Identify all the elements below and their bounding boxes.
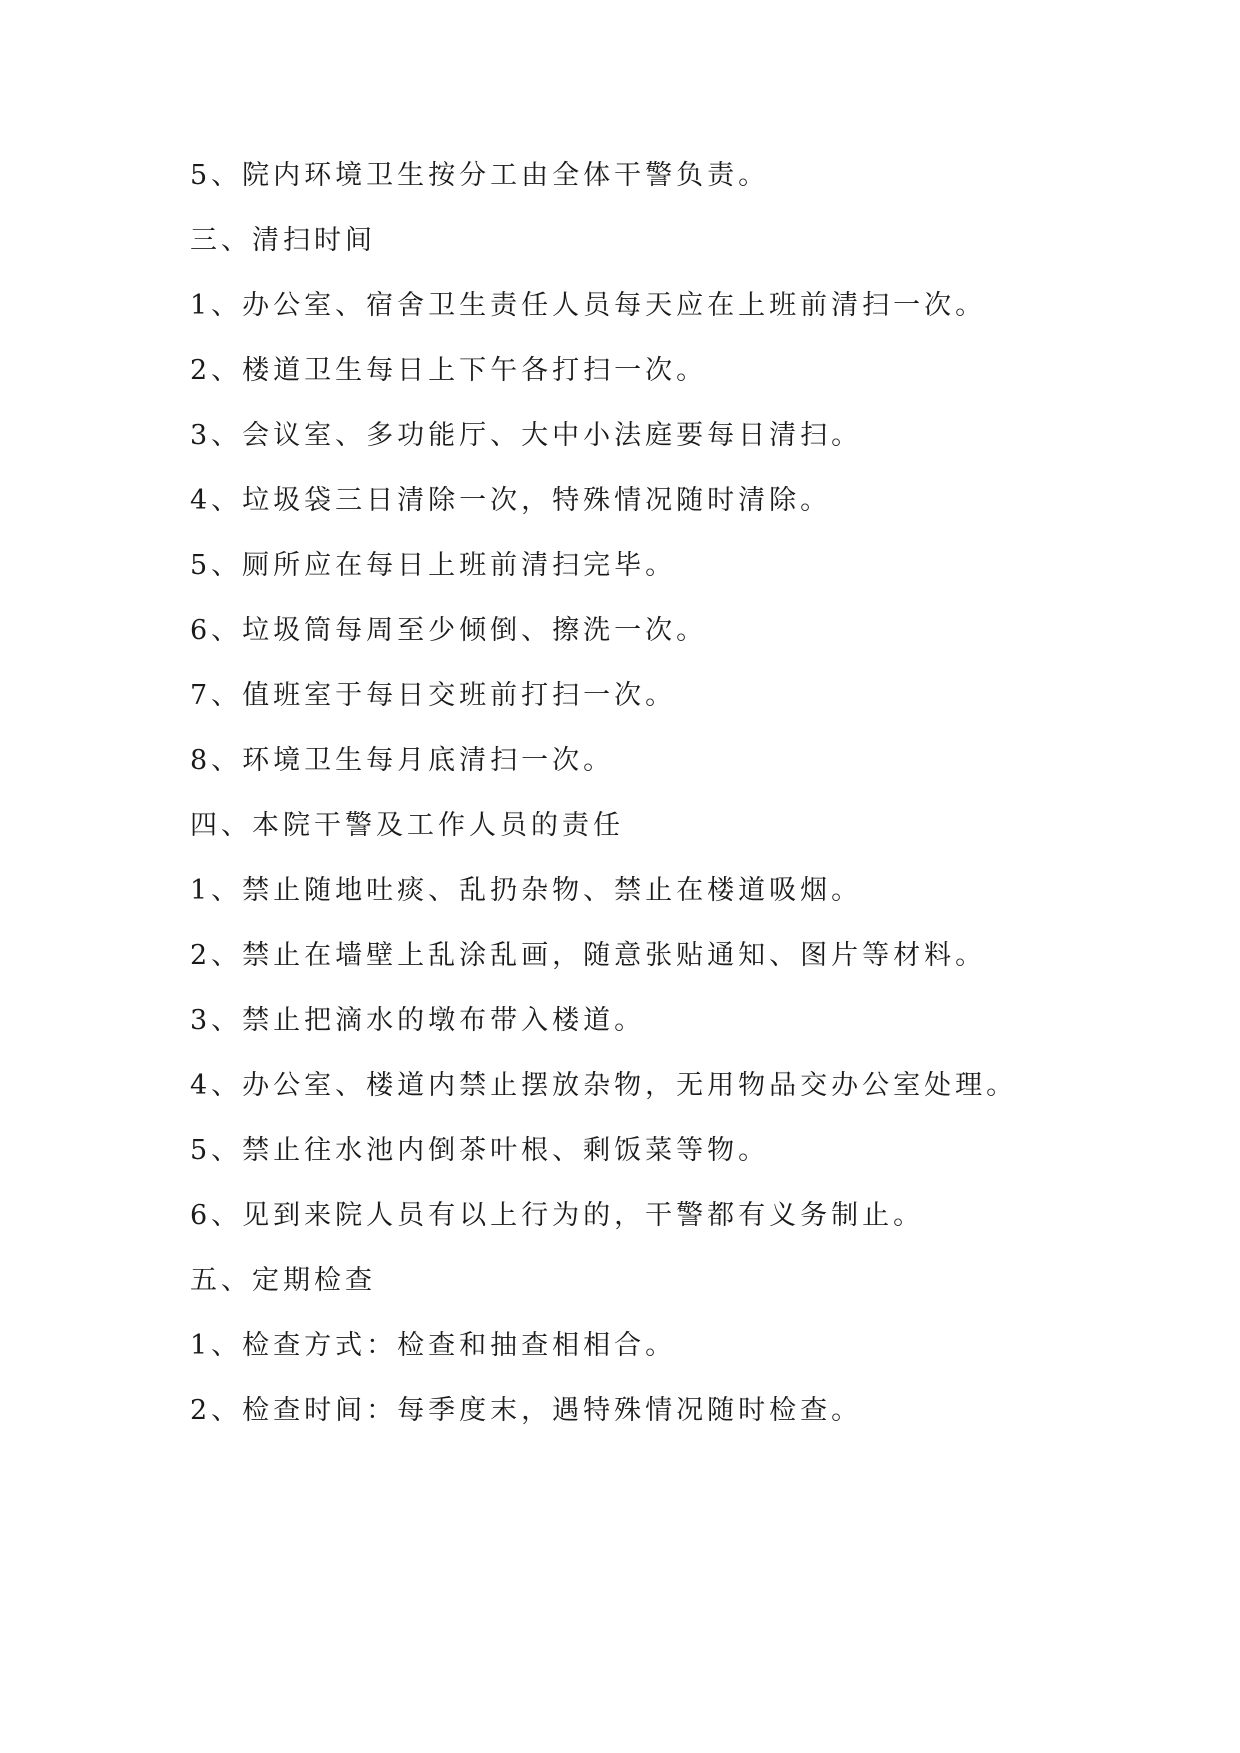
list-item: 3、禁止把滴水的墩布带入楼道。: [190, 1005, 646, 1036]
list-item: 5、厕所应在每日上班前清扫完毕。: [190, 550, 677, 581]
list-item: 4、办公室、楼道内禁止摆放杂物，无用物品交办公室处理。: [190, 1070, 1018, 1101]
list-item: 8、环境卫生每月底清扫一次。: [190, 745, 615, 776]
list-item: 5、院内环境卫生按分工由全体干警负责。: [190, 160, 770, 191]
list-item: 7、值班室于每日交班前打扫一次。: [190, 680, 677, 711]
section-heading: 五、定期检查: [190, 1265, 376, 1296]
list-item: 3、会议室、多功能厅、大中小法庭要每日清扫。: [190, 420, 863, 451]
section-heading: 三、清扫时间: [190, 225, 376, 256]
list-item: 2、禁止在墙壁上乱涂乱画，随意张贴通知、图片等材料。: [190, 940, 987, 971]
document-body: [190, 160, 1090, 1460]
list-item: 1、检查方式：检查和抽查相相合。: [190, 1330, 677, 1361]
list-item: 2、检查时间：每季度末，遇特殊情况随时检查。: [190, 1395, 863, 1426]
list-item: 4、垃圾袋三日清除一次，特殊情况随时清除。: [190, 485, 832, 516]
list-item: 5、禁止往水池内倒茶叶根、剩饭菜等物。: [190, 1135, 770, 1166]
list-item: 1、禁止随地吐痰、乱扔杂物、禁止在楼道吸烟。: [190, 875, 863, 906]
list-item: 1、办公室、宿舍卫生责任人员每天应在上班前清扫一次。: [190, 290, 987, 321]
list-item: 6、见到来院人员有以上行为的，干警都有义务制止。: [190, 1200, 925, 1231]
list-item: 6、垃圾筒每周至少倾倒、擦洗一次。: [190, 615, 708, 646]
list-item: 2、楼道卫生每日上下午各打扫一次。: [190, 355, 708, 386]
section-heading: 四、本院干警及工作人员的责任: [190, 810, 624, 841]
